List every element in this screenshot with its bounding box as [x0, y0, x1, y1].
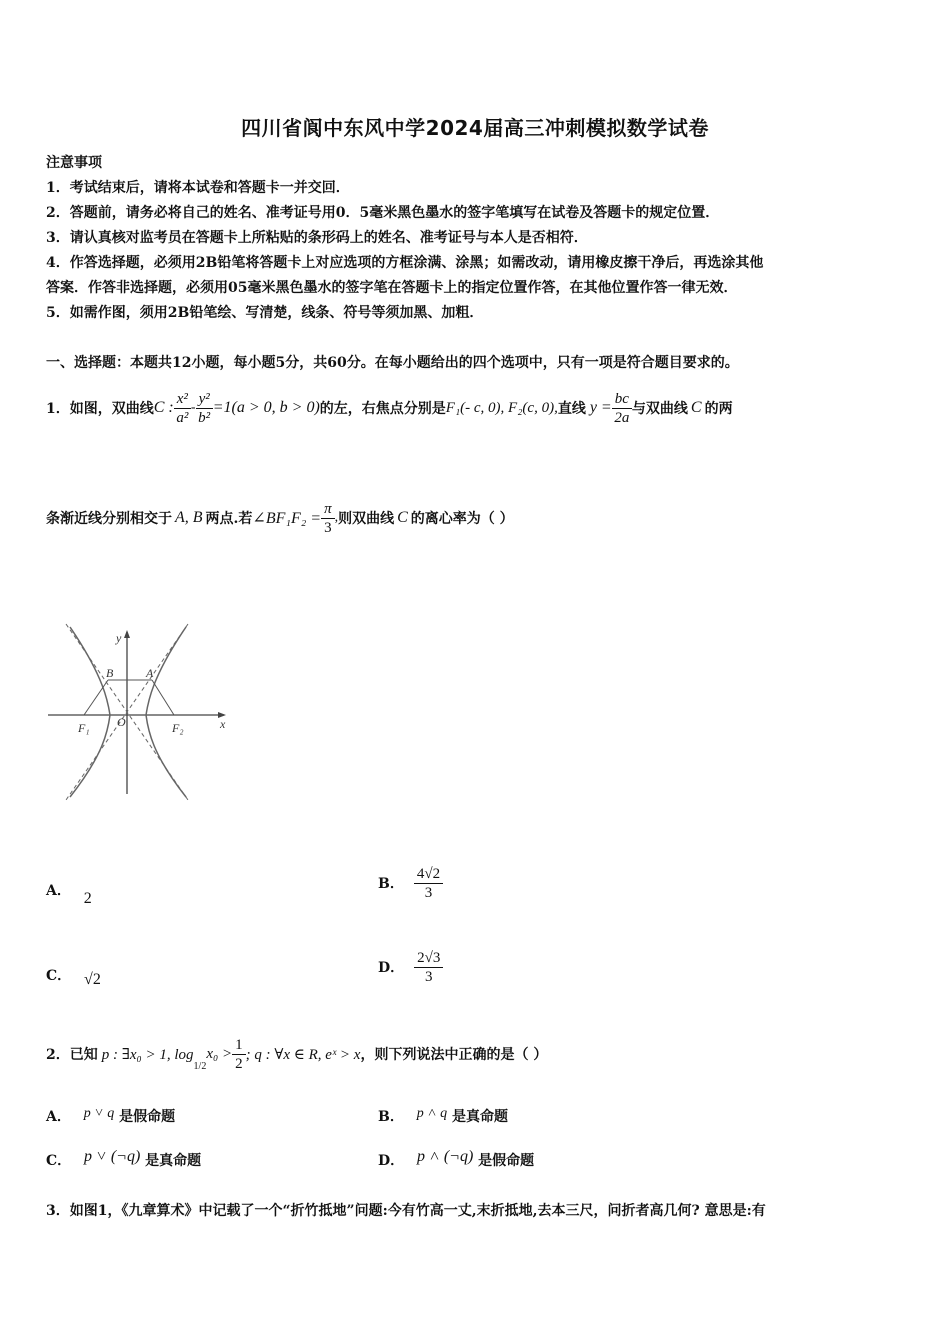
option-expr: p ˄ (¬q) [417, 1148, 474, 1165]
option-label: B． [378, 876, 404, 892]
q1-option-c[interactable] [46, 965, 101, 988]
option-label: B． [378, 1109, 404, 1125]
q1-frac-y: $\frac{\text{y²}}{\text{b²}}$ [196, 390, 213, 427]
notice-item: 2．答题前，请务必将自己的姓名、准考证号用0．5毫米黑色墨水的签字笔填写在试卷及答题卡的规定位置． [46, 205, 720, 221]
q2-log-base: 1/2 [193, 1060, 207, 1072]
q1-comma: , [334, 510, 339, 525]
q1-ab: A, B [175, 509, 203, 526]
q1-text: 条渐近线分别相交于 [46, 511, 172, 527]
hyperbola-right-branch [146, 627, 186, 797]
option-expr: p ˄ q [416, 1106, 448, 1121]
q1-text: 的两 [704, 401, 733, 417]
label-a: A [146, 666, 154, 680]
q2-option-c[interactable] [46, 1150, 201, 1170]
option-value: $\frac{4√2}{3}$ [414, 865, 443, 902]
q1-curve: C : [153, 399, 174, 416]
segment-f2a [152, 680, 174, 715]
option-text: 是真命题 [145, 1153, 202, 1169]
page-title: 四川省阆中东风中学2024届高三冲刺模拟数学试卷 [241, 116, 709, 140]
q2-option-d[interactable] [378, 1150, 534, 1170]
option-text: 是假命题 [119, 1109, 176, 1125]
notice-item: 1．考试结束后，请将本试卷和答题卡一并交回． [46, 180, 350, 196]
segment-f1b [84, 680, 108, 715]
question-2-stem [46, 1030, 547, 1078]
q1-foci: F₁(- c, 0), F₂(c, 0), [445, 399, 558, 416]
q1-angle: ∠BF₁F₂ = [252, 510, 322, 527]
q1-number: 1．如图，双曲线 [46, 401, 154, 417]
notice-item: 答案．作答非选择题，必须用05毫米黑色墨水的签字笔在答题卡上的指定位置作答，在其他位置作答一律无效． [46, 280, 738, 296]
q2-option-a[interactable] [46, 1106, 175, 1126]
option-label: C． [46, 968, 72, 984]
q1-option-a[interactable] [46, 880, 92, 907]
option-value: √2 [84, 971, 101, 988]
q2-option-b[interactable] [378, 1106, 508, 1126]
q1-minus: - [190, 400, 196, 415]
q1-line-y: y = [589, 399, 612, 416]
q2-number: 2．已知 [46, 1047, 98, 1063]
q1-option-d[interactable] [378, 942, 443, 992]
label-b: B [106, 666, 114, 680]
q1-frac-bc: $\frac{bc}{2a}$ [612, 390, 632, 427]
option-text: 是真命题 [452, 1109, 509, 1125]
q1-frac-pi: $\frac{\pi}{3}$ [321, 500, 335, 537]
q1-text: 则双曲线 [338, 511, 395, 527]
q1-text: 两点.若 [205, 511, 253, 527]
label-f1: F₁ [78, 721, 90, 735]
option-value: $\frac{2√3}{3}$ [414, 949, 443, 986]
option-value: 2 [83, 890, 92, 907]
question-1-stem-cont [46, 495, 514, 541]
label-y: y [116, 631, 122, 645]
notice-item: 5．如需作图，须用2B铅笔绘、写清楚，线条、符号等须加黑、加粗． [46, 305, 484, 321]
notice-heading: 注意事项 [46, 155, 102, 171]
label-o: O [117, 715, 126, 729]
option-label: A． [46, 883, 71, 899]
notice-item: 3．请认真核对监考员在答题卡上所粘贴的条形码上的姓名、准考证号与本人是否相符． [46, 230, 588, 246]
q1-condition: =1(a > 0, b > 0) [212, 399, 320, 416]
q1-text: 的离心率为（ ） [410, 511, 514, 527]
option-label: D． [378, 960, 405, 976]
notice-item: 4．作答选择题，必须用2B铅笔将答题卡上对应选项的方框涂满、涂黑；如需改动，请用橡皮擦干净后，再选涂其他 [46, 255, 764, 271]
question-1-stem [46, 385, 733, 431]
q1-c: C [690, 399, 702, 416]
q1-c2: C [397, 509, 408, 526]
q1-option-b[interactable] [378, 858, 443, 908]
option-expr: p ˅ (¬q) [84, 1148, 141, 1165]
hyperbola-figure [46, 622, 236, 802]
option-expr: p ˅ q [83, 1106, 115, 1121]
q2-tail: ，则下列说法中正确的是（ ） [360, 1047, 548, 1063]
option-text: 是假命题 [478, 1153, 535, 1169]
option-label: A． [46, 1109, 71, 1125]
q2-frac-half: $\frac{1}{2}$ [232, 1036, 246, 1073]
y-axis-arrow [124, 630, 130, 638]
label-x: x [220, 717, 226, 731]
option-label: D． [378, 1153, 405, 1169]
q1-text: 与双曲线 [631, 401, 688, 417]
option-label: C． [46, 1153, 72, 1169]
q2-p: p : ∃x₀ > 1, log [101, 1046, 194, 1063]
q1-frac-x: $\frac{\text{x²}}{\text{a²}}$ [174, 390, 191, 427]
section-heading: 一、选择题：本题共12小题，每小题5分，共60分。在每小题给出的四个选项中，只有一项是符合题目要求的。 [46, 355, 739, 371]
label-f2: F₂ [172, 721, 184, 735]
question-3-stem: 3．如图1，《九章算术》中记载了一个“折竹抵地”问题:今有竹高一丈,末折抵地,去本三尺，问折者高几何? 意思是:有 [46, 1203, 766, 1219]
q2-q: ; q : ∀x ∈ R, eˣ > x [245, 1046, 361, 1063]
q1-text: 的左，右焦点分别是 [319, 401, 446, 417]
q1-text: 直线 [557, 401, 586, 417]
q2-x0: x₀ > [206, 1045, 233, 1062]
hyperbola-left-branch [70, 627, 110, 797]
